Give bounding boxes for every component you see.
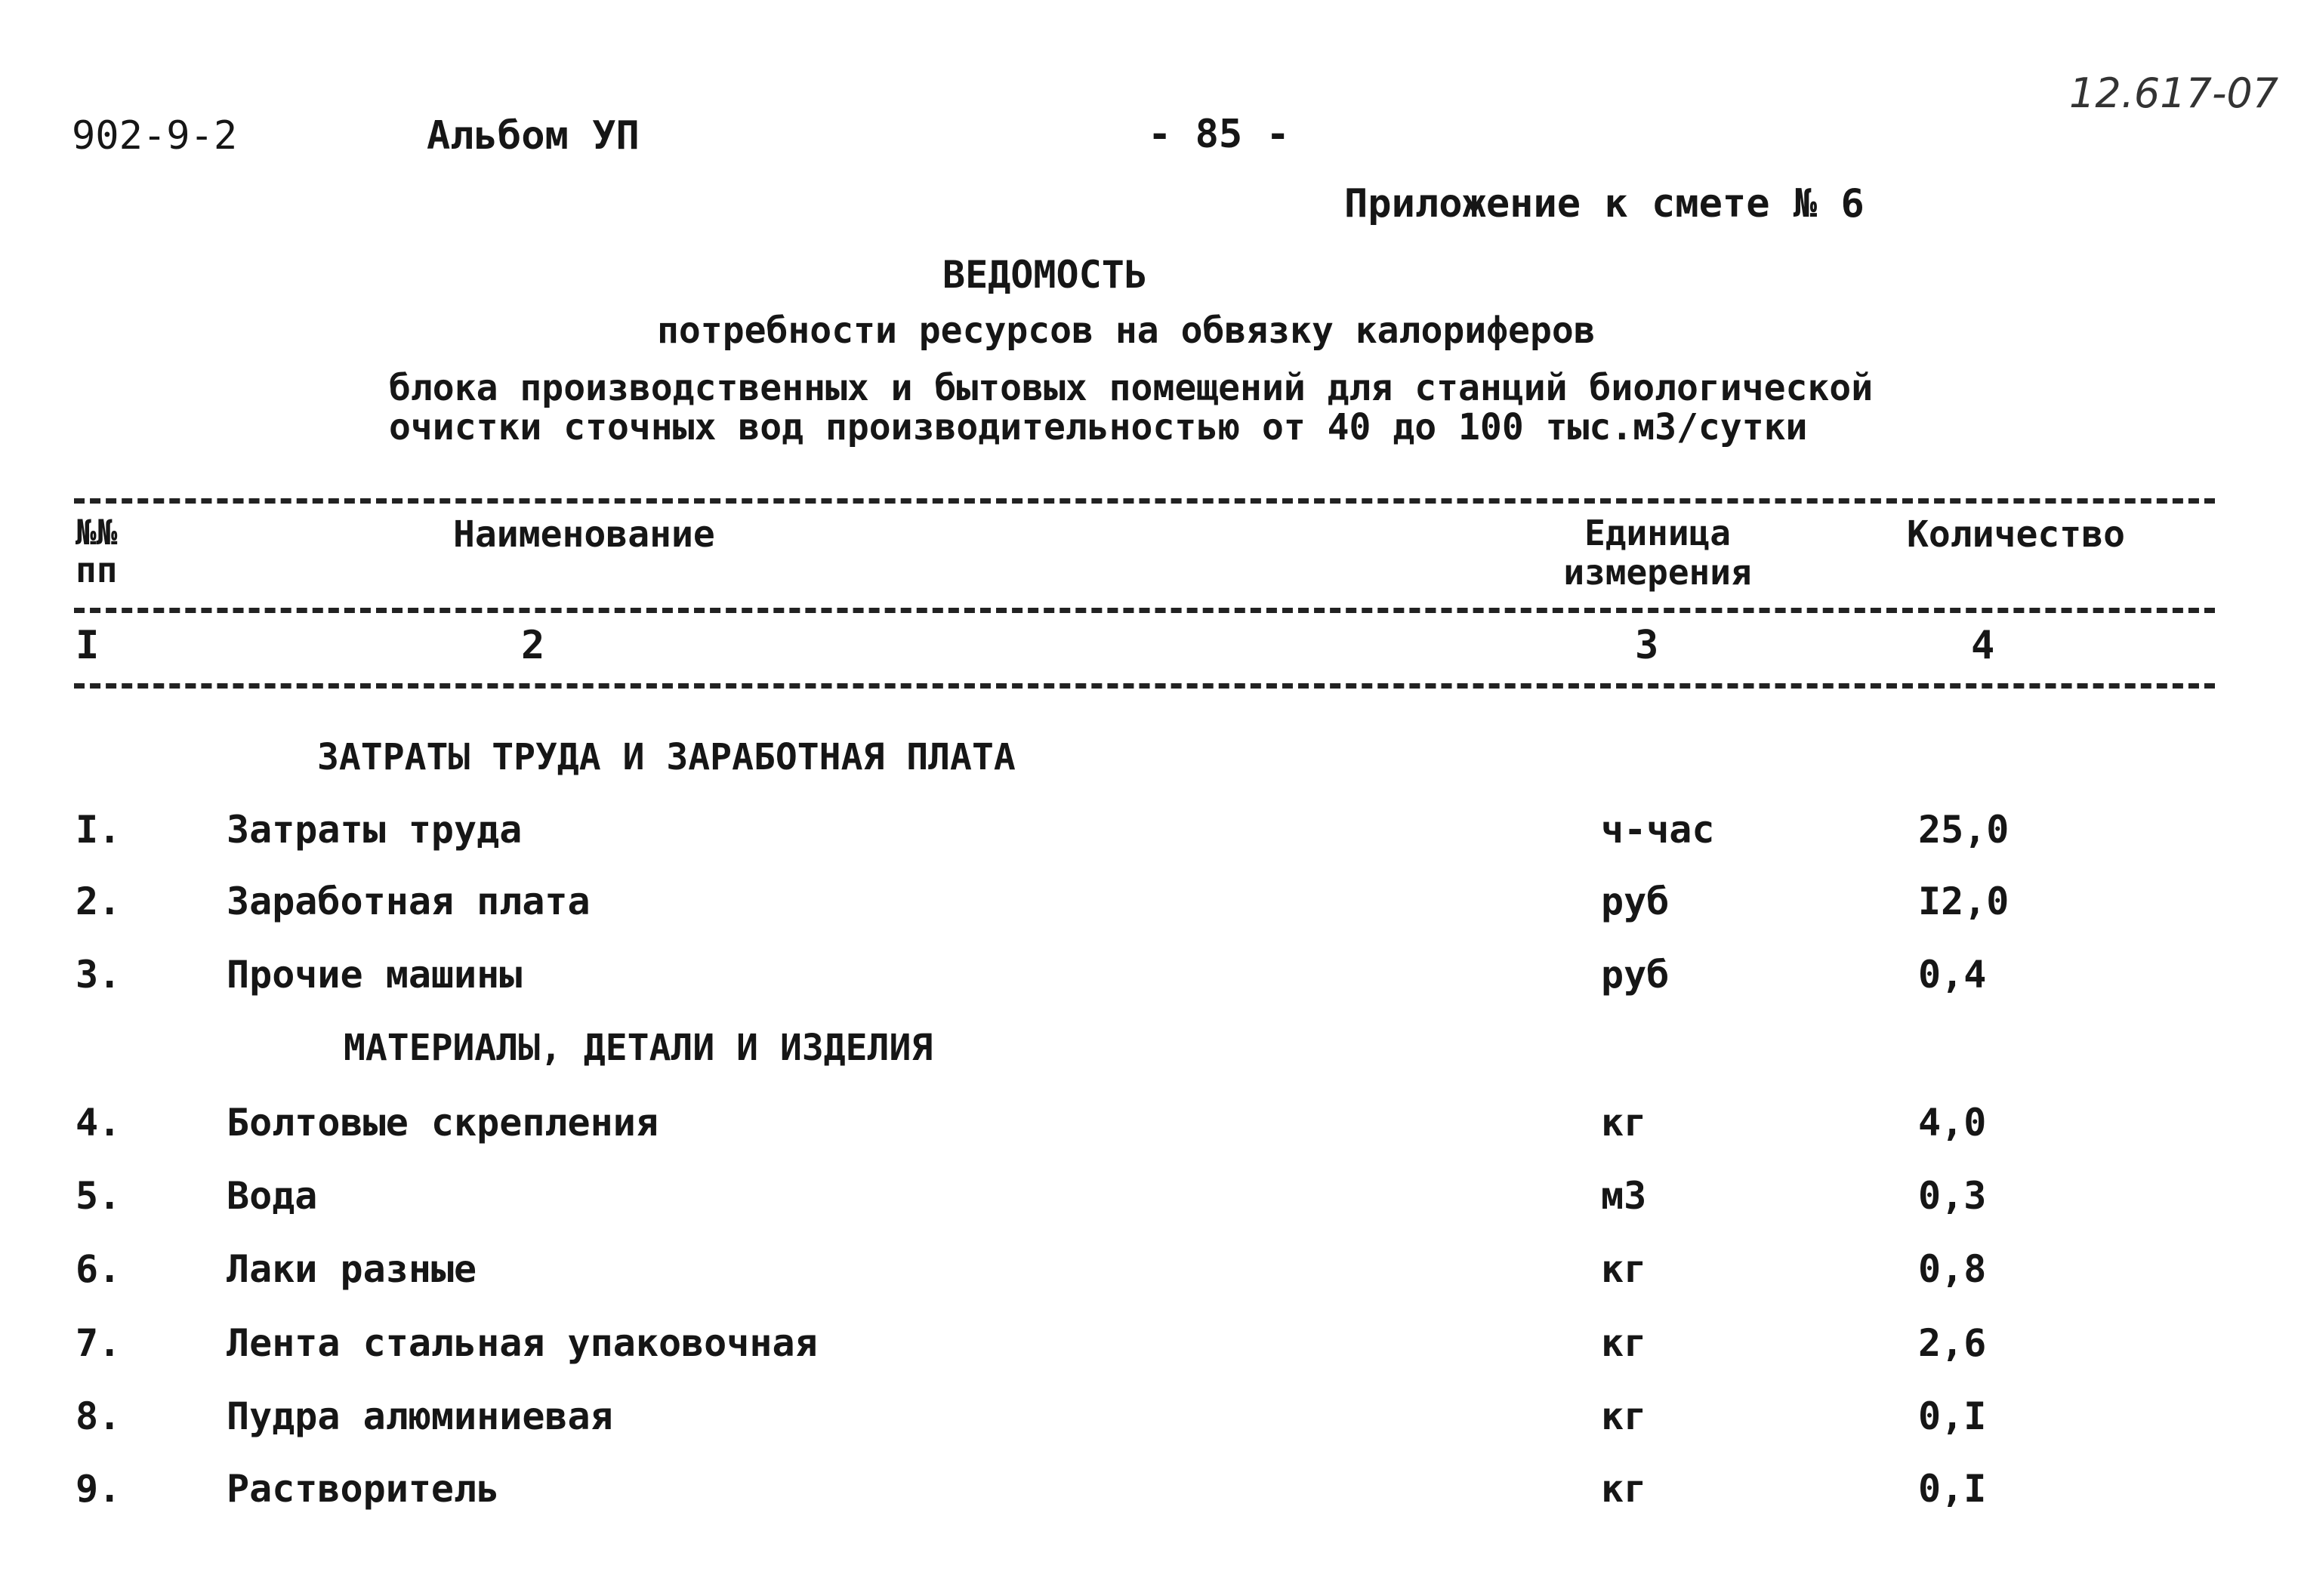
row-unit: кг [1601,1394,1647,1438]
row-quantity: 0,I [1918,1467,1987,1511]
header-num: №№ пп [76,512,118,590]
table-row [0,1321,2301,1382]
header-qty: Количество [1907,513,2125,556]
row-unit: кг [1601,1101,1647,1145]
table-row [0,1394,2301,1455]
row-unit: кг [1601,1467,1647,1511]
row-number: 8. [76,1394,122,1438]
table-top-rule [74,498,2215,504]
table-header-rule [74,608,2215,613]
title-line-2: потребности ресурсов на обвязку калориферов [657,310,1596,352]
table-row [0,808,2301,868]
header-name: Наименование [453,513,715,556]
row-name: Затраты труда [227,808,523,852]
row-quantity: 2,6 [1918,1321,1987,1365]
column-number-1: I [76,623,100,668]
album-label: Альбом УП [427,113,640,159]
document-title: ВЕДОМОСТЬ [942,253,1147,297]
table-row [0,1101,2301,1161]
section-heading-materials: МАТЕРИАЛЫ, ДЕТАЛИ И ИЗДЕЛИЯ [344,1027,933,1069]
column-number-4: 4 [1971,623,1995,668]
table-row [0,1174,2301,1234]
row-number: 6. [76,1247,122,1291]
row-number: 4. [76,1101,122,1145]
row-number: 5. [76,1174,122,1218]
row-number: 3. [76,953,122,997]
title-line-3: блока производственных и бытовых помещений для станций биологической [389,367,1874,409]
row-number: 9. [76,1467,122,1511]
row-quantity: 0,4 [1918,953,1987,997]
table-row [0,953,2301,1013]
row-unit: м3 [1601,1174,1647,1218]
row-name: Прочие машины [227,953,523,997]
handwritten-reference: 12.617-07 [2069,69,2279,117]
row-number: 2. [76,880,122,923]
column-number-3: 3 [1635,623,1659,668]
table-numbers-rule [74,683,2215,689]
row-quantity: I2,0 [1918,880,2010,923]
table-row [0,880,2301,940]
row-unit: руб [1601,880,1670,923]
header-unit: Единица измерения [1563,513,1752,593]
row-quantity: 0,3 [1918,1174,1987,1218]
table-row [0,1247,2301,1308]
row-unit: кг [1601,1247,1647,1291]
row-name: Лаки разные [227,1247,477,1291]
row-quantity: 0,8 [1918,1247,1987,1291]
row-quantity: 0,I [1918,1394,1987,1438]
row-unit: кг [1601,1321,1647,1365]
title-line-4: очистки сточных вод производительностью от 40 до 100 тыс.м3/сутки [389,406,1808,448]
section-heading-labor: ЗАТРАТЫ ТРУДА И ЗАРАБОТНАЯ ПЛАТА [317,736,1016,778]
appendix-label: Приложение к смете № 6 [1344,181,1865,226]
row-name: Заработная плата [227,880,591,923]
row-name: Болтовые скрепления [227,1101,659,1145]
column-number-2: 2 [521,623,545,668]
row-name: Растворитель [227,1467,500,1511]
row-name: Лента стальная упаковочная [227,1321,818,1365]
document-code: 902-9-2 [72,113,238,159]
page-number: - 85 - [1148,112,1290,157]
row-unit: руб [1601,953,1670,997]
table-row [0,1467,2301,1527]
row-name: Вода [227,1174,318,1218]
row-quantity: 4,0 [1918,1101,1987,1145]
row-unit: ч-час [1601,808,1715,852]
row-quantity: 25,0 [1918,808,2010,852]
row-name: Пудра алюминиевая [227,1394,613,1438]
row-number: I. [76,808,122,852]
row-number: 7. [76,1321,122,1365]
